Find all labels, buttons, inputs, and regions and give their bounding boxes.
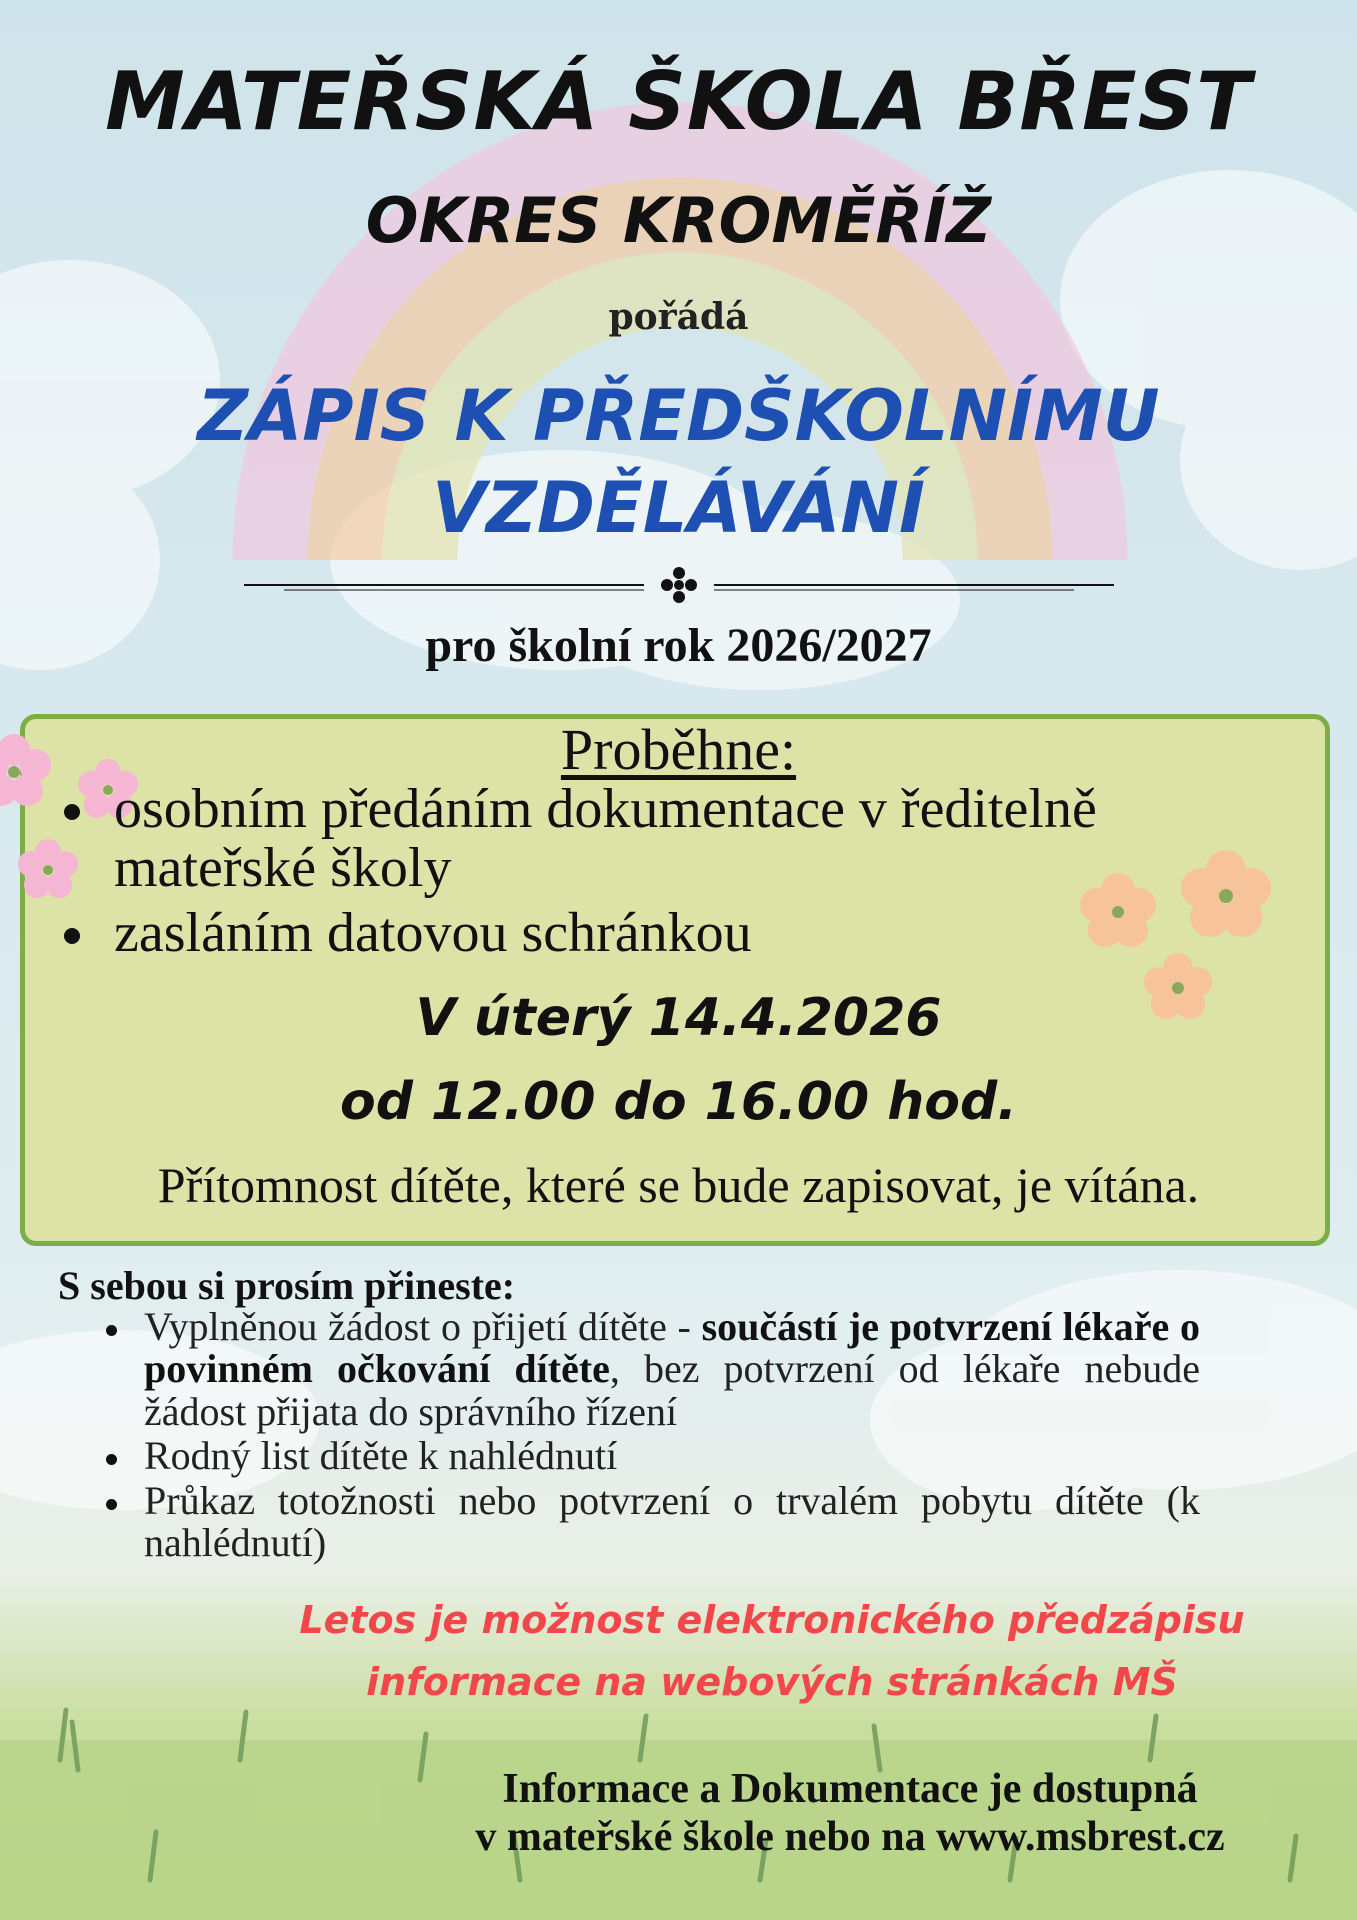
- bring-title: S sebou si prosím přineste:: [58, 1263, 516, 1308]
- item-text: , bez potvrzení od lékaře nebude žádost přijata do správního řízení: [144, 1346, 1200, 1434]
- footer-info: [400, 1766, 1300, 1862]
- school-year: pro školní rok 2026/2027: [425, 619, 932, 672]
- school-name: MATEŘSKÁ ŠKOLA BŘEST: [105, 55, 1252, 148]
- event-date: V úterý 14.4.2026: [415, 988, 942, 1048]
- list-item: osobním předáním dokumentace v ředitelně mateřské školy: [56, 780, 1286, 898]
- delivery-methods-list: [56, 780, 1286, 968]
- panel-heading: Proběhne:: [560, 717, 797, 782]
- list-item: [100, 1306, 1200, 1433]
- event-title-line2: VZDĚLÁVÁNÍ: [431, 467, 926, 550]
- item-text: Vyplněnou žádost o přijetí dítěte -: [144, 1304, 702, 1349]
- website-info-notice: informace na webových stránkách MŠ: [366, 1660, 1178, 1704]
- district-name: OKRES KROMĚŘÍŽ: [365, 184, 992, 257]
- footer-line1: Informace a Dokumentace je dostupná: [502, 1766, 1198, 1812]
- organizes-label: pořádá: [608, 296, 749, 338]
- list-item: Průkaz totožnosti nebo potvrzení o trvalém pobytu dítěte (k nahlédnutí): [100, 1480, 1200, 1565]
- list-item: Rodný list dítěte k nahlédnutí: [100, 1435, 1200, 1477]
- ornament-divider-icon: [244, 563, 1114, 607]
- pre-registration-notice: Letos je možnost elektronického předzápisu: [299, 1598, 1245, 1642]
- item-bold-text: součástí je potvrzení lékaře o povinném očkování dítěte: [144, 1304, 1200, 1392]
- event-time: od 12.00 do 16.00 hod.: [340, 1072, 1017, 1132]
- event-title: [0, 370, 1357, 555]
- event-title-line1: ZÁPIS K PŘEDŠKOLNÍMU: [197, 375, 1160, 457]
- child-presence-note: Přítomnost dítěte, které se bude zapisovat, je vítána.: [157, 1157, 1200, 1213]
- required-documents-list: [100, 1306, 1200, 1566]
- list-item: zasláním datovou schránkou: [56, 904, 1286, 963]
- footer-line2: v mateřské škole nebo na www.msbrest.cz: [475, 1813, 1225, 1860]
